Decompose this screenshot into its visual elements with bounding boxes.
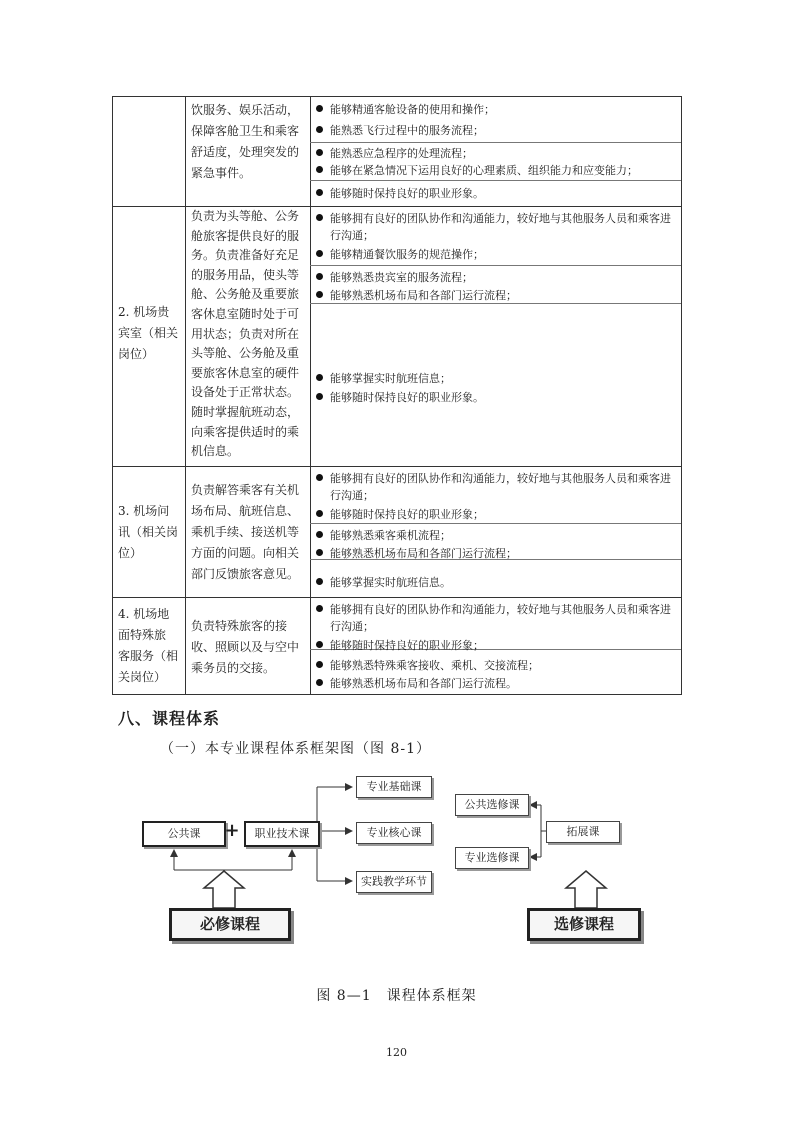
- row4-role: 4. 机场地 面特殊旅 客服务（相 关岗位）: [118, 607, 179, 684]
- list-item: 能够在紧急情况下运用良好的心理素质、组织能力和应变能力；: [316, 162, 676, 179]
- section-heading: 八、课程体系: [118, 709, 221, 728]
- list-item: 能够随时保持良好的职业形象。: [316, 389, 676, 406]
- list-item: 能熟悉飞行过程中的服务流程；: [316, 122, 676, 139]
- row1-duty: 饮服务、娱乐活动， 保障客舱卫生和乘客 舒适度，处理突发的 紧急事件。: [191, 103, 300, 180]
- list-item: 能够熟悉机场布局和各部门运行流程；: [316, 545, 676, 562]
- job-ability-table: [112, 96, 682, 694]
- bullet-icon: [316, 189, 323, 196]
- row3-role: 3. 机场问 讯（相关岗 位）: [118, 504, 179, 560]
- subheading: （一）本专业课程体系框架图（图 8-1）: [160, 741, 431, 757]
- public-course-box: 公共课: [142, 821, 226, 847]
- list-item: 能够拥有良好的团队协作和沟通能力，较好地与其他服务人员和乘客进行沟通；: [316, 601, 676, 635]
- row3-duty: 负责解答乘客有关机 场布局、航班信息、 乘机手续、接送机等 方面的问题。向相关 部门反馈旅客意见。: [191, 483, 300, 581]
- list-item: 能够熟悉机场布局和各部门运行流程。: [316, 675, 676, 692]
- row2-role: 2. 机场贵 宾室（相关 岗位）: [118, 305, 179, 361]
- elective-courses-label: 选修课程: [527, 908, 641, 941]
- vocational-course-box: 职业技术课: [244, 821, 320, 847]
- list-item: 能熟悉应急程序的处理流程；: [316, 145, 676, 162]
- bullet-icon: [316, 214, 323, 221]
- bullet-icon: [316, 374, 323, 381]
- bullet-icon: [316, 250, 323, 257]
- public-elective-box: 公共选修课: [455, 794, 529, 816]
- basic-course-box: 专业基础课: [356, 776, 432, 798]
- bullet-icon: [316, 149, 323, 156]
- bullet-icon: [316, 273, 323, 280]
- bullet-icon: [316, 641, 323, 648]
- bullet-icon: [316, 679, 323, 686]
- list-item: 能够熟悉特殊乘客接收、乘机、交接流程；: [316, 657, 676, 674]
- list-item: 能够熟悉乘客乘机流程；: [316, 527, 676, 544]
- course-system-diagram: [112, 768, 682, 946]
- row2-duty: 负责为头等舱、公务 舱旅客提供良好的服 务。负责准备好充足 的服务用品，使头等 舱、公务舱及重要旅 客休息室随时处于可 用状态；负责对所在 头等舱、公务舱及重 要旅客休息室的硬件 设备处于正常状态。 随时掌握航班动态， 向乘客提供适时的乘 机信息。: [191, 209, 300, 459]
- list-item: 能够掌握实时航班信息；: [316, 370, 676, 387]
- extension-course-box: 拓展课: [546, 821, 620, 843]
- bullet-icon: [316, 661, 323, 668]
- plus-icon: +: [224, 820, 240, 841]
- figure-caption: 图 8—1 课程体系框架: [316, 988, 477, 1004]
- bullet-icon: [316, 510, 323, 517]
- core-course-box: 专业核心课: [356, 822, 432, 844]
- list-item: 能够随时保持良好的职业形象；: [316, 637, 676, 654]
- list-item: 能够拥有良好的团队协作和沟通能力，较好地与其他服务人员和乘客进行沟通；: [316, 210, 676, 244]
- bullet-icon: [316, 126, 323, 133]
- practice-course-box: 实践教学环节: [356, 871, 432, 893]
- bullet-icon: [316, 549, 323, 556]
- bullet-icon: [316, 474, 323, 481]
- list-item: 能够熟悉机场布局和各部门运行流程；: [316, 287, 676, 304]
- bullet-icon: [316, 105, 323, 112]
- list-item: 能够精通餐饮服务的规范操作；: [316, 246, 676, 263]
- list-item: 能够随时保持良好的职业形象。: [316, 185, 676, 202]
- list-item: 能够拥有良好的团队协作和沟通能力，较好地与其他服务人员和乘客进行沟通；: [316, 470, 676, 504]
- bullet-icon: [316, 291, 323, 298]
- required-courses-label: 必修课程: [169, 908, 291, 941]
- bullet-icon: [316, 393, 323, 400]
- bullet-icon: [316, 578, 323, 585]
- list-item: 能够精通客舱设备的使用和操作；: [316, 101, 676, 118]
- bullet-icon: [316, 531, 323, 538]
- row4-duty: 负责特殊旅客的接 收、照顾以及与空中 乘务员的交接。: [191, 619, 300, 675]
- page-number: 120: [386, 1046, 407, 1059]
- bullet-icon: [316, 605, 323, 612]
- list-item: 能够掌握实时航班信息。: [316, 574, 676, 591]
- bullet-icon: [316, 166, 323, 173]
- list-item: 能够随时保持良好的职业形象；: [316, 506, 676, 523]
- professional-elective-box: 专业选修课: [455, 847, 529, 869]
- list-item: 能够熟悉贵宾室的服务流程；: [316, 269, 676, 286]
